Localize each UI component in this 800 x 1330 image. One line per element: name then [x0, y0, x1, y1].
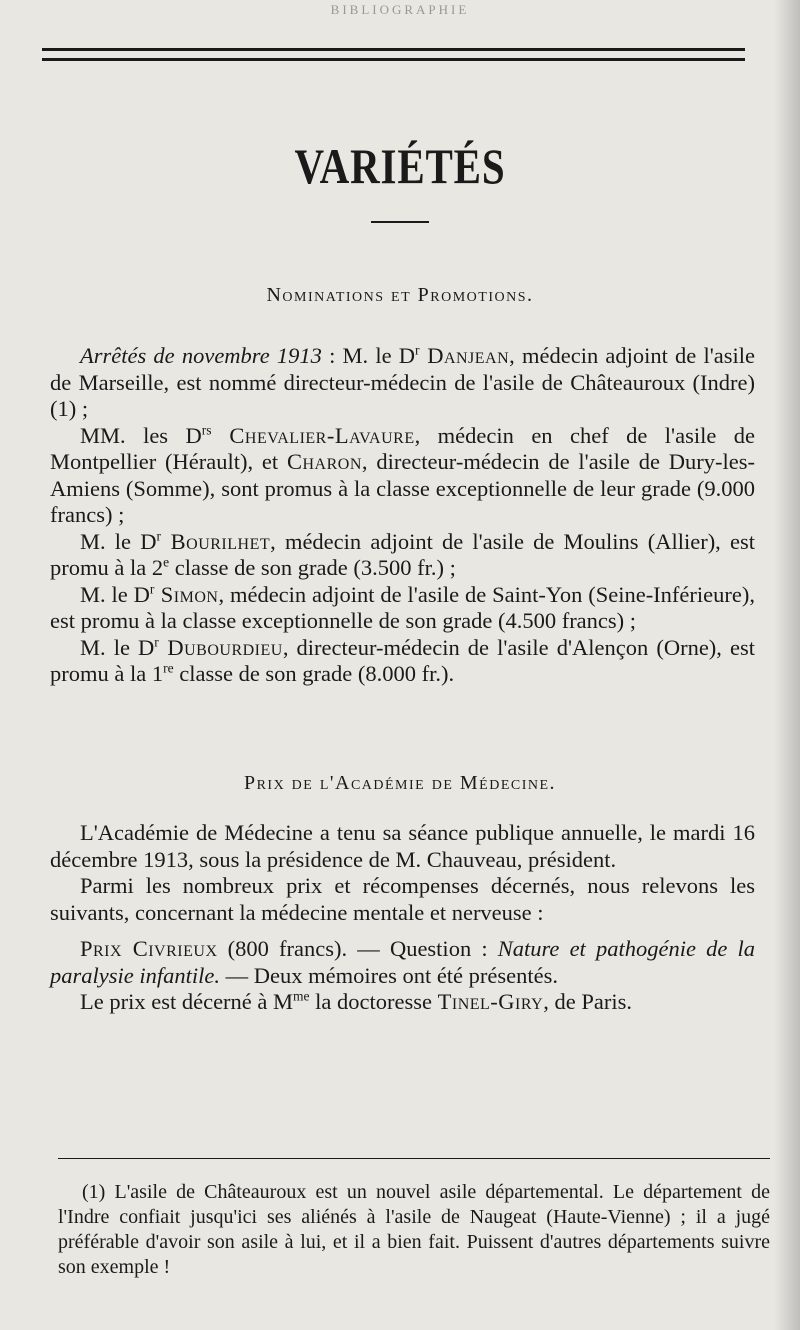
- paragraph-seance: L'Académie de Médecine a tenu sa séance publique annuelle, le mardi 16 décembre 1913, sous la présidence de M. Chauveau, président.: [50, 820, 755, 872]
- nominations-body: [50, 343, 755, 688]
- paragraph-danjean: Arrêtés de novembre 1913 : M. le $D^r$ Danjean, médecin adjoint de l'asile de Marseille, est nommé directeur-médecin de l'asile de Châteauroux (Indre) (1) ;: [50, 342, 756, 421]
- paragraph-bourilhet: M. le $D^r$ Bourilhet, médecin adjoint de l'asile de Moulins (Allier), est promu à la 2e classe de son grade (3.500 fr.) ;: [50, 528, 755, 580]
- person-name: Charon: [286, 449, 362, 474]
- person-name: Dubourdieu: [158, 634, 283, 660]
- paragraph-prix-intro: Parmi les nombreux prix et récompenses décernés, nous relevons les suivants, concernant la médecine mentale et nerveuse :: [50, 873, 755, 925]
- title-divider: [371, 221, 429, 223]
- person-name: Chevalier-Lavaure: [211, 422, 415, 448]
- running-header-bleed: BIBLIOGRAPHIE: [330, 2, 470, 17]
- paragraph-prix-civrieux: Prix Civrieux (800 francs). — Question : Nature et pathogénie de la paralysie infantile. — Deux mémoires ont été présentés.: [50, 936, 755, 988]
- page-title: VARIÉTÉS: [294, 138, 506, 194]
- header-rule-bottom: [42, 58, 745, 61]
- person-name: Tinel-Giry: [437, 989, 544, 1014]
- footnote-rule: [58, 1158, 770, 1159]
- footnote-text: (1) L'asile de Châteauroux est un nouvel asile départemental. Le département de l'Indre confiait jusqu'ici ses aliénés à l'asile de Naugeat (Haute-Vienne) ; il a jugé préférable d'avoir son asile à lui, et il a bien fait. Puissent d'autres départements suivre son exemple !: [58, 1181, 770, 1278]
- prize-question: Nature et pathogénie de la paralysie infantile.: [50, 936, 755, 988]
- paragraph-dubourdieu: M. le $D^r$ Dubourdieu, directeur-médecin de l'asile d'Alençon (Orne), est promu à la 1re classe de son grade (8.000 fr.).: [50, 634, 755, 686]
- prize-name: Prix Civrieux: [80, 936, 218, 961]
- paragraph-chevalier-charon: MM. les $D^{rs}$ Chevalier-Lavaure, médecin en chef de l'asile de Montpellier (Hérault), et Charon, directeur-médecin de l'asile de Dury-les-Amiens (Somme), sont promus à la classe exceptionnelle de leur grade (9.000 francs) ;: [50, 422, 756, 527]
- person-name: Bourilhet: [160, 528, 271, 554]
- footnote: [58, 1180, 770, 1280]
- section-heading-nominations: Nominations et Promotions.: [266, 284, 534, 306]
- academie-body: [50, 820, 755, 1016]
- paragraph-simon: M. le $D^r$ Simon, médecin adjoint de l'asile de Saint-Yon (Seine-Inférieure), est promu à la classe exceptionnelle de son grade (4.500 francs) ;: [50, 581, 755, 633]
- decree-date: Arrêtés de novembre 1913: [80, 343, 322, 368]
- header-rule-top: [42, 48, 745, 51]
- paragraph-laureate: Le prix est décerné à $M^{me}$ la doctoresse Tinel-Giry, de Paris.: [80, 988, 632, 1014]
- person-name: Danjean: [419, 343, 510, 368]
- person-name: Simon: [154, 581, 219, 607]
- page-edge-shadow: [774, 0, 800, 1330]
- section-heading-academie: Prix de l'Académie de Médecine.: [243, 772, 557, 794]
